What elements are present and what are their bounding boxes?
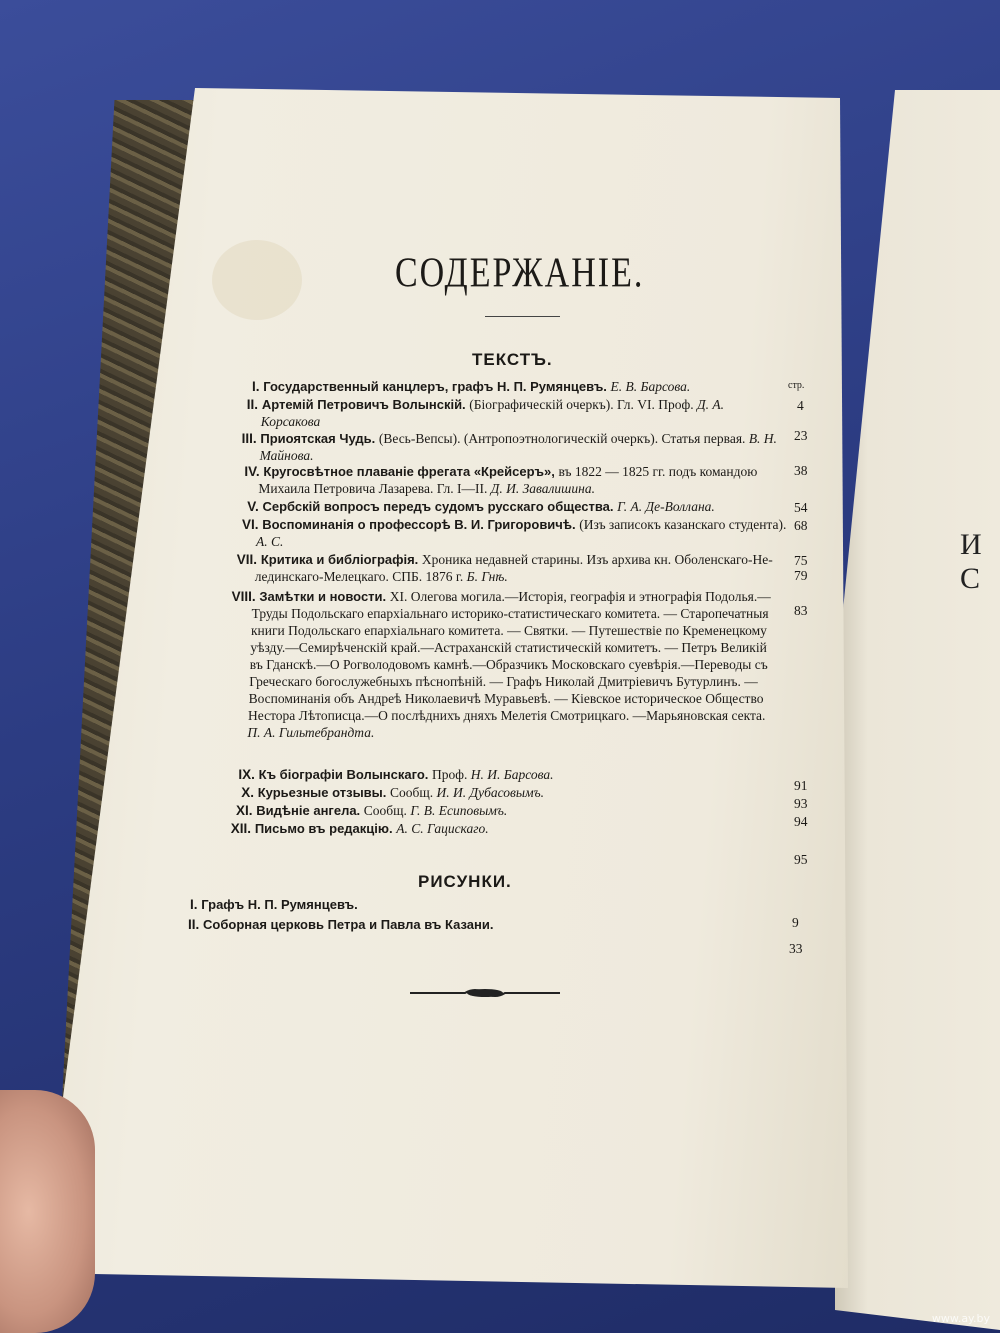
toc-entry	[232, 590, 771, 604]
toc-entry-continuation	[258, 482, 595, 496]
right-page-text: И С	[960, 528, 988, 595]
entry-text: (Изъ записокъ казанскаго студента).	[579, 517, 787, 532]
entry-number: V.	[247, 499, 263, 514]
entry-author: А. С. Гацискаго.	[396, 821, 489, 836]
toc-entry-continuation	[256, 535, 283, 549]
entry-author: Г. В. Есиповымъ.	[410, 803, 508, 818]
entry-continuation-text: уѣзду.—Семирѣченскій край.—Астраханскій статистическій комитетъ. — Петръ Великій	[250, 640, 767, 655]
entry-page-number: 75	[794, 553, 808, 568]
entry-continuation-text: Труды Подольскаго епархіальнаго историко-статистическаго комитета. — Старопечатныя	[251, 606, 769, 621]
toc-entry-continuation	[250, 658, 768, 672]
entry-heading: Видѣніе ангела.	[256, 803, 364, 818]
toc-entry	[238, 768, 553, 782]
toc-entry	[252, 380, 690, 394]
entry-continuation-text: Майнова.	[259, 448, 314, 463]
toc-entry-continuation	[247, 726, 374, 740]
entry-page-number: 33	[789, 941, 803, 956]
entry-author: Б. Гнѣ.	[466, 569, 508, 584]
picture-entry	[188, 918, 493, 932]
entry-page-number: 38	[794, 463, 808, 478]
toc-entry-continuation	[261, 415, 320, 429]
entry-page-number: 91	[794, 778, 808, 793]
entry-heading: Соборная церковь Петра и Павла въ Казани.	[203, 917, 494, 932]
entry-number: II.	[246, 397, 262, 412]
entry-author: Д. А.	[697, 397, 725, 412]
thumb	[0, 1090, 95, 1333]
toc-entry	[242, 432, 777, 446]
entry-text: въ 1822 — 1825 гг. подъ командою	[558, 464, 758, 479]
entry-heading: Приоятская Чудь.	[260, 431, 379, 446]
entry-author: Г. А. Де-Воллана.	[617, 499, 715, 514]
entry-heading: Курьезные отзывы.	[257, 785, 390, 800]
entry-page-number: 4	[797, 398, 804, 413]
entry-text: (Біографическій очеркъ). Гл. VI. Проф.	[469, 397, 698, 412]
entry-number: VI.	[242, 517, 263, 532]
entry-continuation-text: Греческаго богослужебныхъ пѣснопѣній. — Графъ Николай Дмитріевичъ Бутурлинъ. —	[249, 674, 758, 689]
entry-page-number: 95	[794, 852, 808, 867]
toc-entry-continuation	[251, 624, 767, 638]
entry-text: Сообщ.	[363, 803, 411, 818]
section-heading-text: ТЕКСТЪ.	[472, 350, 553, 369]
watermark: www.ay.by	[931, 1312, 990, 1325]
entry-heading: Артемій Петровичъ Волынскій.	[261, 397, 470, 412]
toc-entry-continuation	[248, 709, 765, 723]
toc-entry-continuation	[250, 641, 766, 655]
entry-continuation-text: лединскаго-Мелецкаго. СПБ. 1876 г.	[254, 569, 467, 584]
entry-heading: Кругосвѣтное плаваніе фрегата «Крейсеръ»,	[263, 464, 559, 479]
entry-page-number: 68	[794, 518, 808, 533]
entry-heading: Государственный канцлеръ, графъ Н. П. Румянцевъ.	[263, 379, 611, 394]
entry-number: IX.	[238, 767, 259, 782]
page-column-label: стр.	[788, 380, 805, 391]
entry-number: VII.	[236, 552, 261, 567]
toc-entry	[247, 398, 724, 412]
entry-continuation-text: Корсакова	[260, 414, 321, 429]
entry-author: В. Н.	[748, 431, 777, 446]
entry-page-number: 93	[794, 796, 808, 811]
entry-number: XII.	[230, 821, 255, 836]
entry-page-number: 79	[794, 568, 808, 583]
entry-text: (Весь-Вепсы). (Антропоэтнологическій очеркъ). Статья первая.	[378, 431, 749, 446]
entry-continuation-text: Михаила Петровича Лазарева. Гл. I—II.	[258, 481, 491, 496]
entry-text: Проф.	[432, 767, 471, 782]
picture-entry	[190, 898, 358, 912]
entry-heading: Замѣтки и новости.	[259, 589, 390, 604]
entry-author: Е. В. Барсова.	[610, 379, 691, 394]
toc-entry-continuation	[249, 692, 764, 706]
toc-entry	[242, 518, 786, 532]
entry-heading: Воспоминанія о профессорѣ В. И. Григоровичѣ.	[262, 517, 580, 532]
entry-heading: Критика и библіографія.	[260, 552, 422, 567]
entry-page-number: 54	[794, 500, 808, 515]
entry-heading: Письмо въ редакцію.	[254, 821, 397, 836]
toc-entry	[236, 804, 507, 818]
toc-entry	[247, 500, 715, 514]
entry-number: III.	[241, 431, 261, 446]
entry-continuation-text: А. С.	[256, 534, 284, 549]
toc-entry-continuation	[249, 675, 758, 689]
entry-text: Хроника недавней старины. Изъ архива кн. Оболенскаго-Не-	[421, 552, 773, 567]
entry-number: I.	[252, 379, 264, 394]
toc-entry	[244, 465, 757, 479]
toc-entry	[241, 786, 544, 800]
entry-continuation-text: въ Гданскѣ.—О Рогволодовомъ камнѣ.—Образчикъ Московскаго суевѣрія.—Переводы съ	[249, 657, 768, 672]
entry-number: X.	[241, 785, 258, 800]
entry-heading: Сербскій вопросъ передъ судомъ русскаго общества.	[262, 499, 618, 514]
entry-page-number: 94	[794, 814, 808, 829]
section-heading-pictures: РИСУНКИ.	[418, 872, 512, 891]
entry-number: VIII.	[231, 589, 260, 604]
entry-text: Сообщ.	[389, 785, 437, 800]
entry-number: XI.	[236, 803, 257, 818]
entry-page-number: 83	[794, 603, 808, 618]
page-title: СОДЕРЖАНІЕ.	[395, 250, 645, 297]
entry-continuation-text: Нестора Лѣтописца.—О послѣднихъ дняхъ Мелетія Смотрицкаго. —Марьяновская секта.	[248, 708, 766, 723]
toc-entry	[237, 553, 773, 567]
entry-number: I.	[190, 897, 202, 912]
entry-heading: Графъ Н. П. Румянцевъ.	[201, 897, 358, 912]
entry-continuation-text: книги Подольскаго епархіальнаго комитета. — Святки. — Путешествіе по Кременецкому	[251, 623, 767, 638]
entry-continuation-text: Воспоминанія объ Андреѣ Николаевичѣ Муравьевѣ. — Кіевское историческое Общество	[248, 691, 764, 706]
entry-continuation-text: П. А. Гильтебрандта.	[247, 725, 375, 740]
entry-page-number: 9	[792, 915, 799, 930]
title-rule	[485, 316, 560, 319]
entry-author: И. И. Дубасовымъ.	[436, 785, 545, 800]
entry-number: IV.	[244, 464, 264, 479]
entry-author: Д. И. Завалишина.	[490, 481, 595, 496]
toc-entry-continuation	[260, 449, 314, 463]
entry-heading: Къ біографіи Волынскаго.	[258, 767, 433, 782]
toc-entry	[231, 822, 489, 836]
entry-number: II.	[188, 917, 204, 932]
entry-page-number: 23	[794, 428, 808, 443]
entry-text: XI. Олегова могила.—Исторія, географія и этнографія Подолья.—	[389, 589, 771, 604]
ornament-divider	[410, 986, 560, 1000]
entry-author: Н. И. Барсова.	[470, 767, 554, 782]
toc-entry-continuation	[252, 607, 769, 621]
toc-entry-continuation	[255, 570, 508, 584]
